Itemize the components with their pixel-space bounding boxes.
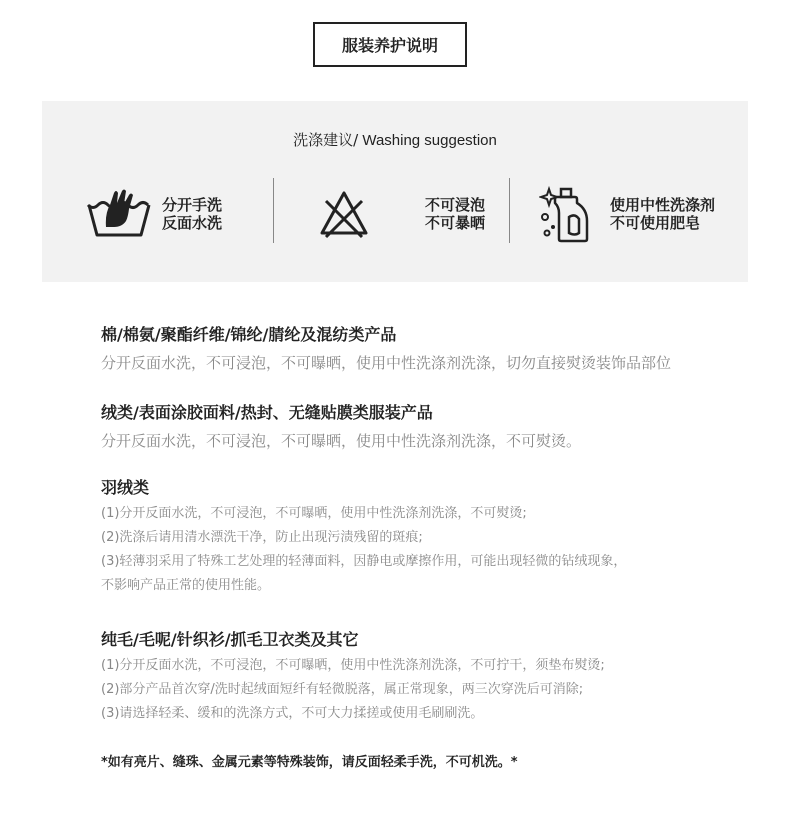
section-line: 不影响产品正常的使用性能。 bbox=[101, 578, 271, 593]
washing-heading bbox=[42, 129, 748, 150]
section-body: 分开反面水洗，不可浸泡，不可曝晒，使用中性洗涤剂洗涤，切勿直接熨烫装饰品部位 bbox=[101, 354, 672, 372]
care-section-velvet bbox=[101, 400, 581, 451]
care-item-line2: 不可暴晒 bbox=[425, 214, 486, 232]
section-line: (1)分开反面水洗，不可浸泡，不可曝晒，使用中性洗涤剂洗涤，不可拧干，须垫布熨烫; bbox=[101, 658, 605, 673]
care-item-hand-wash bbox=[82, 179, 222, 249]
section-line: (3)轻薄羽采用了特殊工艺处理的轻薄面料，因静电或摩擦作用，可能出现轻微的钻绒现象， bbox=[101, 554, 627, 569]
hand-wash-icon bbox=[82, 183, 156, 245]
detergent-icon bbox=[532, 183, 606, 245]
care-item-line1: 不可浸泡 bbox=[425, 196, 486, 214]
footnote: *如有亮片、缝珠、金属元素等特殊装饰，请反面轻柔手洗，不可机洗。* bbox=[101, 755, 518, 770]
section-line: (2)部分产品首次穿/洗时起绒面短纤有轻微脱落，属正常现象，两三次穿洗后可消除; bbox=[101, 682, 584, 697]
care-item-line1: 使用中性洗涤剂 bbox=[610, 196, 716, 214]
section-title: 棉/棉氨/聚酯纤维/锦纶/腈纶及混纺类产品 bbox=[101, 325, 397, 344]
section-title: 纯毛/毛呢/针织衫/抓毛卫衣类及其它 bbox=[101, 630, 359, 649]
section-line: (2)洗涤后请用清水漂洗干净，防止出现污渍残留的斑痕; bbox=[101, 530, 423, 545]
care-section-wool bbox=[101, 627, 605, 726]
section-line: (3)请选择轻柔、缓和的洗涤方式，不可大力揉搓或使用毛刷刷洗。 bbox=[101, 706, 484, 721]
section-body: 分开反面水洗，不可浸泡，不可曝晒，使用中性洗涤剂洗涤，不可熨烫。 bbox=[101, 432, 582, 450]
care-item-line1: 分开手洗 bbox=[162, 196, 223, 214]
care-item-line2: 不可使用肥皂 bbox=[610, 214, 701, 232]
washing-suggestion-panel bbox=[42, 101, 748, 282]
divider bbox=[273, 178, 274, 243]
care-item-line2: 反面水洗 bbox=[162, 214, 223, 232]
section-title: 羽绒类 bbox=[101, 478, 150, 497]
care-item-detergent bbox=[532, 179, 715, 249]
care-item-no-soak bbox=[307, 179, 485, 249]
section-title: 绒类/表面涂胶面料/热封、无缝贴膜类服装产品 bbox=[101, 403, 433, 422]
section-line: (1)分开反面水洗，不可浸泡，不可曝晒，使用中性洗涤剂洗涤，不可熨烫; bbox=[101, 506, 527, 521]
washing-heading-en: Washing suggestion bbox=[358, 132, 497, 149]
no-soak-icon bbox=[307, 183, 381, 245]
washing-heading-cn: 洗涤建议/ bbox=[293, 131, 359, 149]
page-title: 服装养护说明 bbox=[313, 22, 467, 67]
care-section-down bbox=[101, 475, 626, 598]
divider bbox=[509, 178, 510, 243]
care-section-cotton bbox=[101, 322, 671, 373]
